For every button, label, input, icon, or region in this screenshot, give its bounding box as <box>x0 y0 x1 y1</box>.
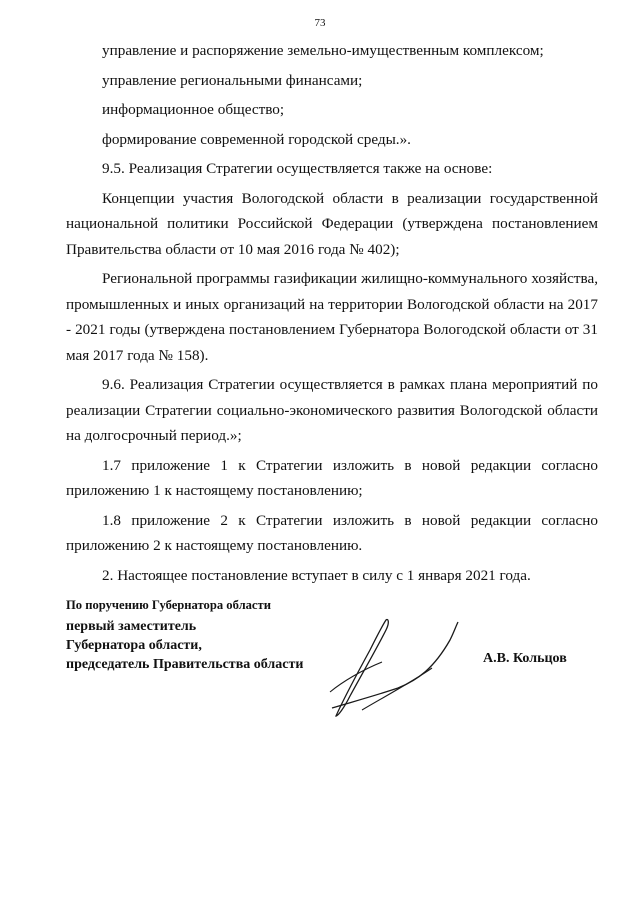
paragraph-4: формирование современной городской среды.». <box>102 130 411 148</box>
paragraph-11: 2. Настоящее постановление вступает в силу с 1 января 2021 года. <box>102 566 531 584</box>
signature-line-4: председатель Правительства области <box>66 657 304 672</box>
paragraph-10: 1.8 приложение 2 к Стратегии изложить в новой редакции согласно приложению 2 к настоящему постановлению. <box>66 511 598 554</box>
paragraph-1: управление и распоряжение земельно-имущественным комплексом; <box>102 42 544 59</box>
paragraph-8: 9.6. Реализация Стратегии осуществляется в рамках плана мероприятий по реализации Стратегии социально-экономического развития Вологодской области на долгосрочный период.»; <box>66 376 598 444</box>
paragraph-2: управление региональными финансами; <box>102 71 363 89</box>
paragraph-7: Региональной программы газификации жилищно-коммунального хозяйства, промышленных и иных организаций на территории Вологодской области на 2017 - 2021 годы (утверждена постановлением Губернатора Вологодской области от 31 мая 2017 года № 158). <box>66 270 598 364</box>
handwritten-signature <box>322 612 472 724</box>
paragraph-9: 1.7 приложение 1 к Стратегии изложить в новой редакции согласно приложению 1 к настоящему постановлению; <box>66 456 598 499</box>
signature-line-3: Губернатора области, <box>66 638 202 653</box>
paragraph-5: 9.5. Реализация Стратегии осуществляется также на основе: <box>102 160 493 177</box>
signature-line-2: первый заместитель <box>66 619 197 634</box>
signature-block <box>66 596 366 674</box>
paragraph-3: информационное общество; <box>102 101 285 118</box>
signature-line-1: По поручению Губернатора области <box>66 598 271 612</box>
document-body <box>66 38 598 592</box>
paragraph-6: Концепции участия Вологодской области в реализации государственной национальной политики Российской Федерации (утверждена постановлением Правительства области от 10 мая 2016 года № 402); <box>66 189 598 258</box>
page-number: 73 <box>314 17 326 29</box>
signer-name: А.В. Кольцов <box>483 651 567 666</box>
